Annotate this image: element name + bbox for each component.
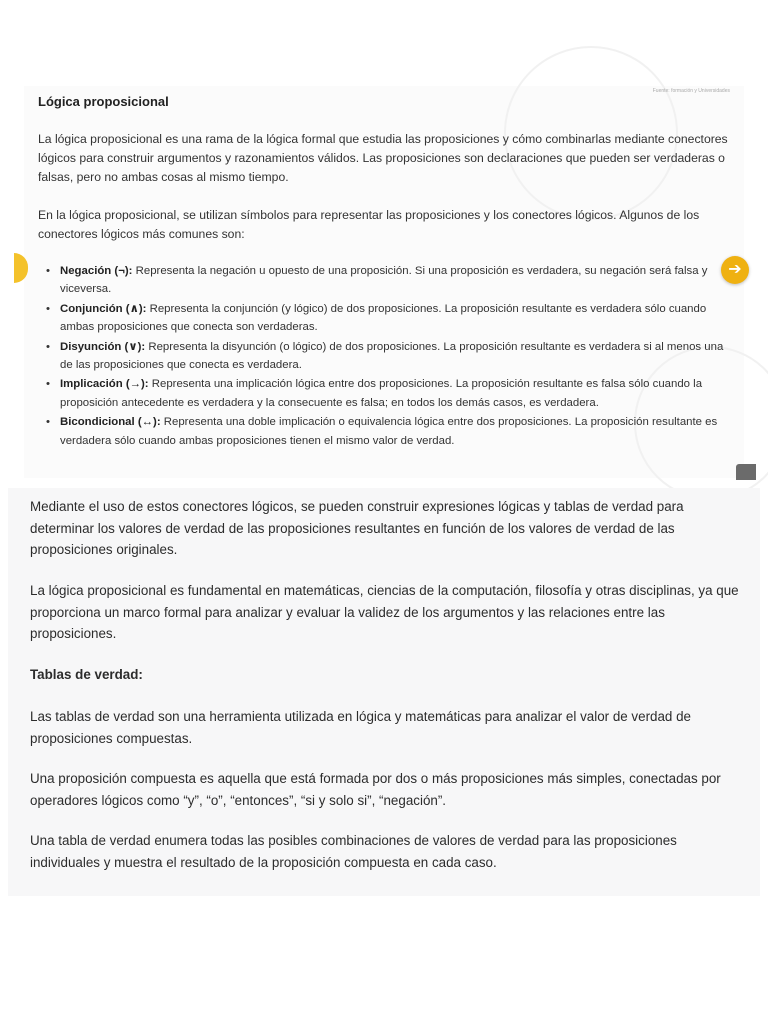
- intro-paragraph: La lógica proposicional es una rama de la lógica formal que estudia las proposiciones y cómo combinarlas mediante conectores lógicos para construir argumentos y razonamientos válidos. Las proposiciones son declaraciones que pueden ser verdaderas o falsas, pero no ambas cosas al mismo tiempo.: [38, 132, 728, 184]
- source-watermark: Fuente: formación y Universidades: [652, 88, 730, 94]
- arrow-right-icon: ➔: [728, 261, 742, 278]
- list-item: [44, 413, 724, 450]
- importance-paragraph: La lógica proposicional es fundamental en matemáticas, ciencias de la computación, filosofía y otras disciplinas, ya que proporciona un marco formal para analizar y evaluar la validez de los argumentos y las relaciones entre las proposiciones.: [30, 583, 739, 641]
- connectors-list: [44, 262, 724, 451]
- connectors-usage-paragraph: Mediante el uso de estos conectores lógicos, se pueden construir expresiones lógicas y tablas de verdad para determinar los valores de verdad de las proposiciones resultantes en función de los valores de verdad de las proposiciones originales.: [30, 499, 684, 557]
- symbols-paragraph: En la lógica proposicional, se utilizan símbolos para representar las proposiciones y los conectores lógicos. Algunos de los conectores lógicos más comunes son:: [38, 208, 700, 241]
- connector-description: Representa la conjunción (y lógico) de dos proposiciones. La proposición resultante es verdadera sólo cuando ambas proposiciones que conecta son verdaderas.: [60, 302, 707, 334]
- connector-term: Negación (¬):: [60, 265, 133, 277]
- truth-table-enumeration-paragraph: Una tabla de verdad enumera todas las posibles combinaciones de valores de verdad para las proposiciones individuales y muestra el resultado de la proposición compuesta en cada caso.: [30, 833, 677, 870]
- list-item: [44, 375, 724, 412]
- connector-description: Representa la disyunción (o lógico) de dos proposiciones. La proposición resultante es verdadera si al menos una de las proposiciones que conecta es verdadera.: [60, 340, 724, 372]
- slide-title: Lógica proposicional: [38, 94, 169, 109]
- connector-description: Representa la negación u opuesto de una proposición. Si una proposición es verdadera, su negación será falsa y viceversa.: [60, 265, 708, 296]
- next-slide-button[interactable]: [721, 256, 749, 284]
- lesson-slide-card: [24, 86, 744, 478]
- list-item: [44, 300, 724, 337]
- list-item: [44, 338, 724, 375]
- previous-slide-tab[interactable]: [14, 253, 28, 283]
- connector-term: Implicación (→):: [60, 378, 149, 391]
- content-card: [8, 488, 760, 896]
- compound-proposition-paragraph: Una proposición compuesta es aquella que está formada por dos o más proposiciones más simples, conectadas por operadores lógicos como “y”, “o”, “entonces”, “si y solo si”, “negación”.: [30, 771, 721, 808]
- connector-description: Representa una doble implicación o equivalencia lógica entre dos proposiciones. La proposición resultante es verdadera sólo cuando ambas proposiciones tienen el mismo valor de verdad.: [60, 416, 718, 447]
- corner-control-button[interactable]: [736, 464, 756, 480]
- truth-tables-definition: Las tablas de verdad son una herramienta utilizada en lógica y matemáticas para analizar el valor de verdad de proposiciones compuestas.: [30, 709, 691, 746]
- connector-term: Conjunción (∧):: [60, 302, 147, 315]
- list-item: [44, 262, 724, 299]
- connector-term: Disyunción (∨):: [60, 340, 146, 353]
- connector-description: Representa una implicación lógica entre dos proposiciones. La proposición resultante es falsa sólo cuando la proposición antecedente es verdadera y la consecuente es falsa; en todos los demás casos, es verdadera.: [60, 378, 703, 409]
- truth-tables-heading: Tablas de verdad:: [30, 667, 143, 682]
- connector-term: Bicondicional (↔):: [60, 416, 161, 429]
